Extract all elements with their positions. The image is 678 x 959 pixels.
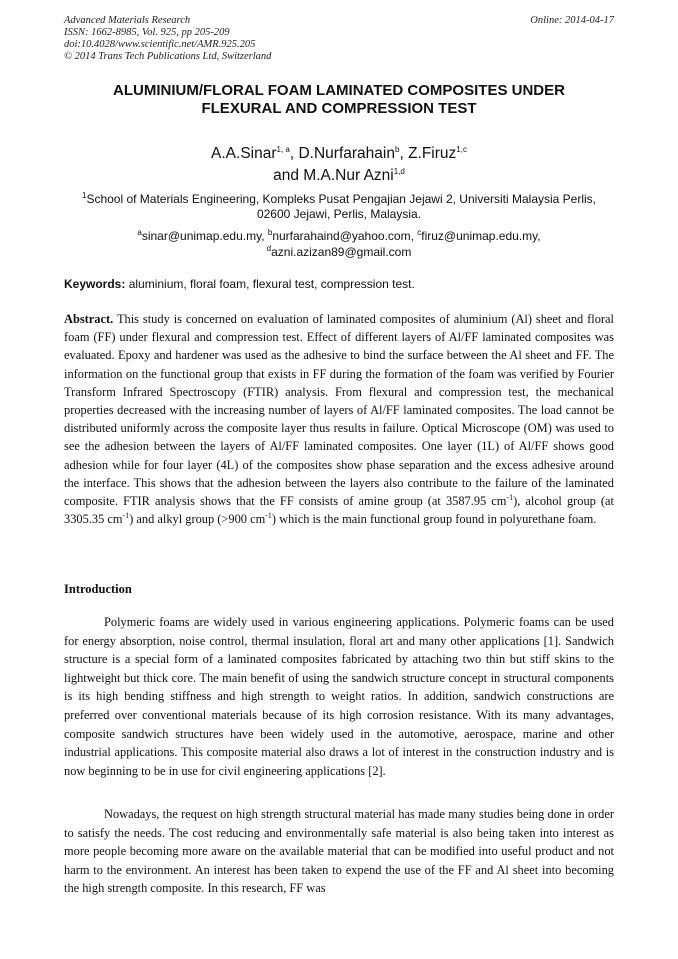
unit-sup: -1 bbox=[122, 511, 130, 521]
body-paragraph: Nowadays, the request on high strength structural material has made many studies being done in order to satisfy the needs. The cost reducing and environmentally safe material is also being taken into interest as more people becoming more aware on the available material that can be modified into useful product and not harm to the environment. An interest has been taken to expend the use of the FF and Al sheet into becoming the high strength composite. In this research, FF was bbox=[64, 807, 614, 896]
title-line-1: ALUMINIUM/FLORAL FOAM LAMINATED COMPOSITES UNDER bbox=[113, 82, 565, 99]
author-sup: 1,d bbox=[393, 166, 405, 176]
email-link[interactable]: nurfarahaind@yahoo.com bbox=[272, 229, 411, 243]
keywords-label: Keywords: bbox=[64, 277, 126, 291]
email-sup: c bbox=[417, 228, 422, 237]
email-list bbox=[64, 228, 614, 260]
email-link[interactable]: azni.azizan89@gmail.com bbox=[271, 245, 412, 259]
affiliation-text: School of Materials Engineering, Kompleks Pusat Pengajian Jejawi 2, Universiti Malaysia Perlis, 02600 Jejawi, Perlis, Malaysia. bbox=[86, 192, 597, 221]
email-sup: b bbox=[267, 228, 273, 237]
author-sup: b bbox=[394, 144, 400, 154]
author-sup: 1, a bbox=[276, 144, 290, 154]
keywords-text: aluminium, floral foam, flexural test, compression test. bbox=[125, 277, 415, 291]
author-sup: 1,c bbox=[456, 144, 467, 154]
author-sep: , bbox=[289, 145, 299, 162]
paper-title bbox=[64, 82, 614, 118]
email-sup: d bbox=[266, 244, 272, 253]
author-name: D.Nurfarahain bbox=[298, 145, 395, 162]
section-heading: Introduction bbox=[64, 582, 132, 596]
email-line-2 bbox=[64, 244, 614, 260]
abstract bbox=[64, 310, 614, 528]
affiliation-sup: 1 bbox=[81, 191, 87, 200]
unit-sup: -1 bbox=[265, 511, 272, 521]
keywords bbox=[64, 277, 614, 292]
abstract-text: ) and alkyl group (>900 cm bbox=[129, 512, 266, 527]
title-line-2: FLEXURAL AND COMPRESSION TEST bbox=[201, 100, 477, 117]
author-and: and bbox=[273, 167, 304, 184]
author-line-1 bbox=[64, 143, 614, 165]
author-list bbox=[64, 143, 614, 187]
doi: doi:10.4028/www.scientific.net/AMR.925.205 bbox=[64, 39, 256, 50]
author-name: A.A.Sinar bbox=[211, 145, 277, 162]
abstract-label: Abstract. bbox=[64, 312, 114, 326]
email-link[interactable]: firuz@unimap.edu.my bbox=[421, 229, 538, 243]
author-name: M.A.Nur Azni bbox=[303, 167, 394, 184]
online-date: Online: 2014-04-17 bbox=[530, 15, 614, 26]
copyright: © 2014 Trans Tech Publications Ltd, Switzerland bbox=[64, 51, 272, 62]
journal-header bbox=[64, 15, 271, 63]
author-name: Z.Firuz bbox=[408, 145, 457, 162]
issn: ISSN: 1662-8985, Vol. 925, pp 205-209 bbox=[64, 27, 230, 38]
abstract-text: ), alcohol group (at 3305.35 cm bbox=[64, 494, 614, 527]
unit-sup: -1 bbox=[506, 492, 514, 502]
author-line-2 bbox=[64, 165, 614, 187]
author-sep: , bbox=[399, 145, 409, 162]
email-link[interactable]: sinar@unimap.edu.my bbox=[141, 229, 262, 243]
affiliation bbox=[64, 192, 614, 222]
journal-name: Advanced Materials Research bbox=[64, 15, 191, 26]
body-paragraph: Polymeric foams are widely used in various engineering applications. Polymeric foams can be used for energy absorption, noise control, thermal insulation, floral art and many other applications [1]. Sandwich structure is a special form of a laminated composites fabricated by attaching two thin but stiff skins to the lightweight but thick core. The main benefit of using the sandwich structure concept in structural components is its high bending stiffness and high strength to weight ratios. In addition, sandwich constructions are preferred over conventional materials because of its high corrosion resistance. With its many advantages, composite sandwich structures have been widely used in the automotive, aerospace, marine and other industrial applications. This composite material also draws a lot of interest in the construction industry and is now beginning to be in use for civil engineering applications [2]. bbox=[64, 615, 614, 778]
abstract-text: ) which is the main functional group found in polyurethane foam. bbox=[271, 512, 597, 527]
email-sup: a bbox=[137, 228, 142, 237]
email-line-1: $^a$sinar@unimap.edu.my, $^b$nurfarahaind@yahoo.com, $^c$firuz@unimap.edu.my, bbox=[137, 228, 541, 243]
abstract-text: This study is concerned on evaluation of laminated composites of aluminium (Al) sheet and floral foam (FF) under flexural and compression test. Effect of different layers of Al/FF laminated composites was evaluated. Epoxy and hardener was used as the adhesive to bind the surface between the Al sheet and FF. The information on the functional group that exists in FF during the formation of the foam was verified by Fourier Transform Infrared Spectroscopy (FTIR) analysis. From flexural and compression test, the mechanical properties decreased with the increasing number of layers of Al/FF laminated composites. The load cannot be distributed uniformly across the composite layer thus results in failure. Optical Microscope (OM) was used to see the adhesion between the layers of Al/FF laminated composites. One layer (1L) of Al/FF shows good adhesion while for four layer (4L) of the composites show phase separation and the excess adhesive around the interface. This shows that the adhesion between the layers also contribute to the failure of the laminated composite. FTIR analysis shows that the FF consists of amine group (at 3587.95 cm bbox=[64, 312, 614, 509]
